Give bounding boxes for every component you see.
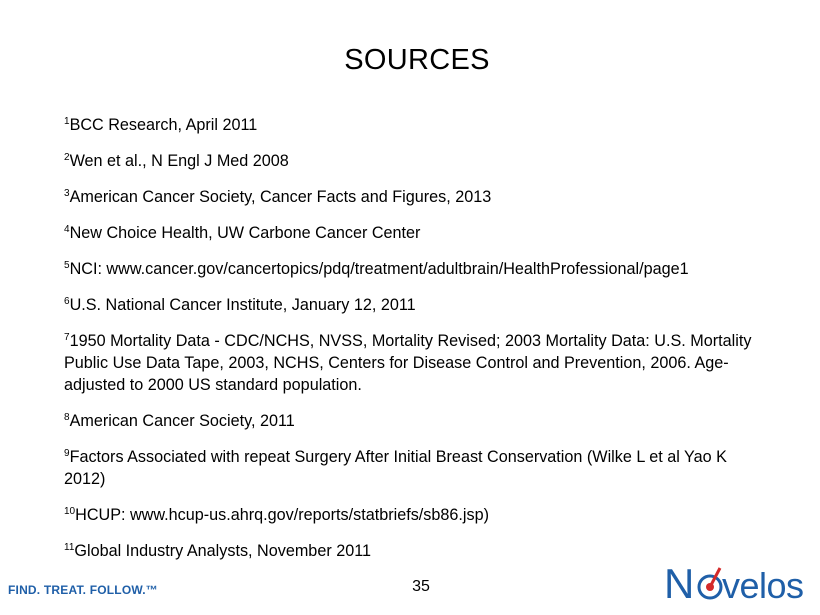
slide-title: SOURCES — [344, 44, 490, 76]
page-number: 35 — [412, 578, 430, 595]
tagline: FIND. TREAT. FOLLOW.™ — [8, 583, 158, 597]
source-text: Wen et al., N Engl J Med 2008 — [69, 152, 289, 170]
source-number: 2 — [64, 152, 70, 163]
source-text: American Cancer Society, Cancer Facts and Figures, 2013 — [69, 188, 492, 206]
logo-target-icon — [699, 568, 721, 598]
source-number: 6 — [64, 296, 70, 307]
sources-list — [64, 114, 770, 576]
source-number: 8 — [64, 412, 70, 423]
source-number: 5 — [64, 260, 70, 271]
source-item-5 — [64, 258, 770, 280]
source-number: 1 — [64, 116, 70, 127]
source-item-10 — [64, 504, 770, 526]
source-item-9 — [64, 446, 770, 490]
logo-text: N — [664, 560, 694, 604]
source-text: American Cancer Society, 2011 — [69, 412, 295, 430]
source-text: BCC Research, April 2011 — [69, 116, 258, 134]
source-item-11 — [64, 540, 770, 562]
source-number: 4 — [64, 224, 70, 235]
source-item-4 — [64, 222, 770, 244]
source-text: HCUP: www.hcup-us.ahrq.gov/reports/statbriefs/sb86.jsp) — [75, 506, 489, 524]
source-text: Global Industry Analysts, November 2011 — [74, 542, 372, 560]
source-text: Factors Associated with repeat Surgery After Initial Breast Conservation (Wilke L et al Yao K 2012) — [64, 448, 727, 488]
source-item-8 — [64, 410, 770, 432]
novelos-logo — [662, 560, 808, 604]
source-item-7 — [64, 330, 770, 396]
source-item-6 — [64, 294, 770, 316]
source-number: 9 — [64, 448, 70, 459]
source-text: 1950 Mortality Data - CDC/NCHS, NVSS, Mortality Revised; 2003 Mortality Data: U.S. Mortality Public Use Data Tape, 2003, NCHS, Centers for Disease Control and Prevention, 2006. Age-adjusted to 2000 US standard population. — [64, 332, 752, 394]
logo-text-tail: velos — [722, 565, 804, 604]
source-number: 10 — [64, 506, 76, 517]
source-number: 11 — [64, 542, 75, 553]
source-item-2 — [64, 150, 770, 172]
source-text: New Choice Health, UW Carbone Cancer Center — [69, 224, 421, 242]
source-number: 3 — [64, 188, 70, 199]
source-item-1 — [64, 114, 770, 136]
source-number: 7 — [64, 332, 70, 343]
source-text: NCI: www.cancer.gov/cancertopics/pdq/treatment/adultbrain/HealthProfessional/page1 — [69, 260, 689, 278]
source-item-3 — [64, 186, 770, 208]
source-text: U.S. National Cancer Institute, January 12, 2011 — [69, 296, 416, 314]
